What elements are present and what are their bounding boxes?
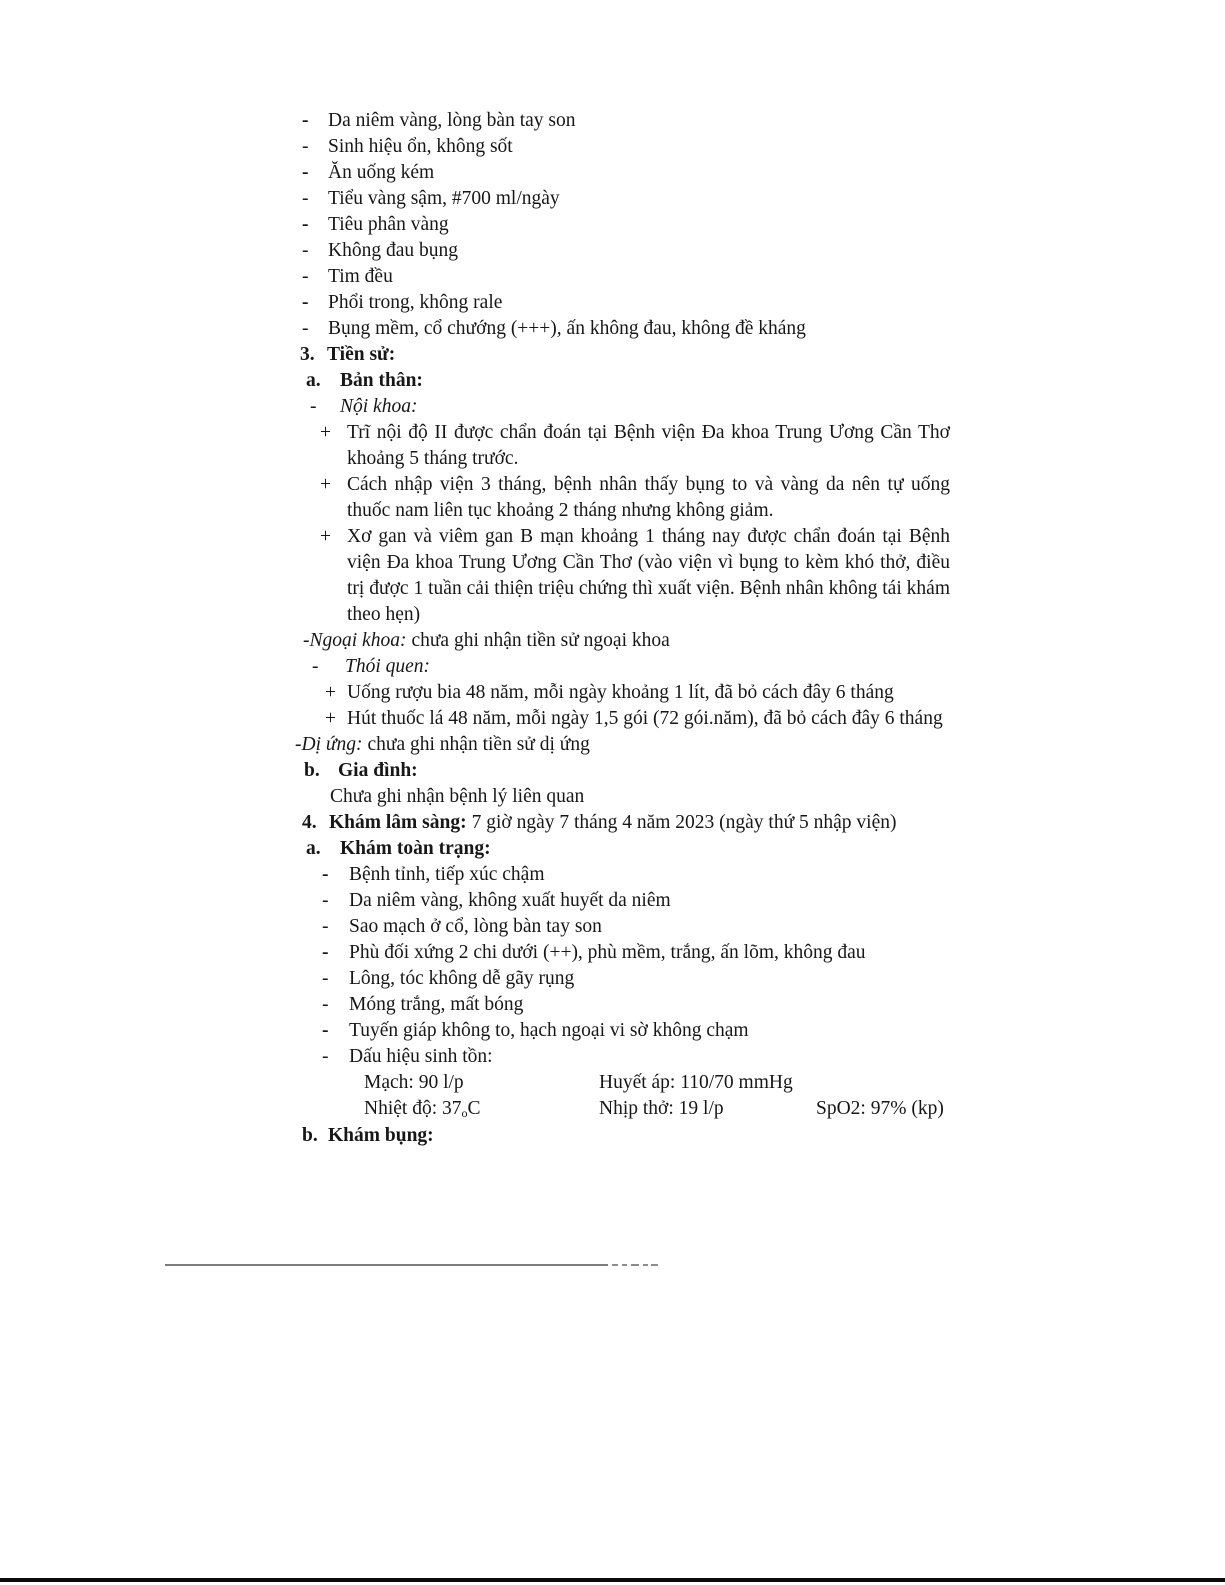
section-3a-heading	[306, 368, 1225, 394]
history-paragraph	[320, 524, 950, 628]
list-item	[302, 290, 1225, 316]
exam-finding	[322, 992, 1225, 1018]
exam-finding	[322, 966, 1225, 992]
bullet-dash: -	[322, 994, 329, 1015]
history-paragraph	[320, 420, 950, 472]
list-item-text: Tiêu phân vàng	[328, 214, 449, 235]
bottom-edge-bar	[0, 1578, 1225, 1582]
list-item	[302, 186, 1225, 212]
section-3b-heading	[304, 758, 1225, 784]
section-title-rest: 7 giờ ngày 7 tháng 4 năm 2023 (ngày thứ 5 nhập viện)	[471, 812, 897, 833]
footnote-separator-line	[165, 1264, 665, 1266]
section-4-heading	[302, 810, 1225, 836]
list-item	[302, 134, 1225, 160]
temperature-post: C	[467, 1098, 481, 1119]
finding-text: Da niêm vàng, không xuất huyết da niêm	[349, 890, 671, 911]
paragraph-line: theo hẹn)	[347, 604, 421, 625]
exam-finding	[322, 914, 1225, 940]
habit-item	[325, 680, 1225, 706]
exam-finding	[322, 888, 1225, 914]
section-title: Khám lâm sàng:	[329, 812, 467, 833]
exam-finding	[322, 940, 1225, 966]
subheading-label: Nội khoa:	[340, 396, 418, 417]
paragraph-line: trị được 1 tuần cải thiện triệu chứng thì xuất viện. Bệnh nhân không tái khám	[347, 578, 950, 599]
section-letter: a.	[306, 838, 321, 859]
vitals-row-2	[364, 1096, 1225, 1123]
bullet-dash: -	[322, 1046, 329, 1067]
section-3-heading	[300, 342, 1225, 368]
spo2-value: SpO2: 97% (kp)	[816, 1098, 944, 1119]
plus-marker: +	[320, 474, 331, 495]
section-letter: b.	[302, 1125, 318, 1146]
temperature-pre: Nhiệt độ: 37	[364, 1098, 462, 1119]
habit-item	[325, 706, 1225, 732]
plus-marker: +	[320, 526, 331, 547]
subheading-label: Dị ứng:	[301, 734, 363, 755]
bullet-dash: -	[310, 396, 317, 417]
bullet-dash: -	[312, 656, 319, 677]
list-item-text: Không đau bụng	[328, 240, 458, 261]
paragraph-line: khoảng 5 tháng trước.	[347, 448, 519, 469]
plus-marker: +	[325, 708, 336, 729]
list-item-text: Da niêm vàng, lòng bàn tay son	[328, 110, 576, 131]
section-number: 4.	[302, 812, 317, 833]
section-title: Tiền sử:	[327, 344, 396, 365]
separator-dash	[612, 1264, 618, 1266]
list-item	[302, 316, 1225, 342]
bullet-dash: -	[302, 318, 309, 339]
finding-text: Sao mạch ở cổ, lòng bàn tay son	[349, 916, 602, 937]
separator-dash	[631, 1264, 639, 1266]
vitals-row-1	[364, 1070, 1225, 1096]
habit-text: Uống rượu bia 48 năm, mỗi ngày khoảng 1 lít, đã bỏ cách đây 6 tháng	[347, 682, 894, 703]
section-title: Khám toàn trạng:	[340, 838, 491, 859]
paragraph-line: viện Đa khoa Trung Ương Cần Thơ (vào viện vì bụng to kèm khó thở, điều	[347, 552, 950, 573]
degree-sub: o	[461, 1106, 468, 1120]
paragraph-line: Cách nhập viện 3 tháng, bệnh nhân thấy bụng to và vàng da nên tự uống	[347, 474, 950, 495]
finding-text: Phù đối xứng 2 chi dưới (++), phù mềm, trắng, ấn lõm, không đau	[349, 942, 866, 963]
list-item-text: Tim đều	[328, 266, 393, 287]
list-item	[302, 108, 1225, 134]
section-4b-heading	[302, 1123, 1225, 1149]
exam-finding	[322, 1044, 1225, 1070]
list-item-text: Tiểu vàng sậm, #700 ml/ngày	[328, 188, 560, 209]
subheading-text: chưa ghi nhận tiền sử dị ứng	[367, 734, 590, 755]
paragraph-line: Trĩ nội độ II được chẩn đoán tại Bệnh viện Đa khoa Trung Ương Cần Thơ	[347, 422, 950, 443]
bullet-dash: -	[302, 240, 309, 261]
bullet-dash: -	[322, 916, 329, 937]
separator-dash	[643, 1264, 648, 1266]
bullet-dash: -	[302, 162, 309, 183]
section-letter: a.	[306, 370, 321, 391]
bullet-dash: -	[322, 968, 329, 989]
dash-prefix: -	[303, 630, 310, 651]
separator-solid-segment	[165, 1264, 608, 1266]
section-title: Khám bụng:	[328, 1125, 434, 1146]
bullet-dash: -	[302, 188, 309, 209]
plus-marker: +	[325, 682, 336, 703]
exam-finding	[322, 1018, 1225, 1044]
bullet-dash: -	[322, 890, 329, 911]
dash-prefix: -	[295, 734, 302, 755]
bullet-dash: -	[322, 942, 329, 963]
bullet-dash: -	[302, 214, 309, 235]
section-title: Bản thân:	[340, 370, 423, 391]
ngoaikhoa-line	[303, 628, 1225, 654]
list-item	[302, 160, 1225, 186]
list-item-text: Bụng mềm, cổ chướng (+++), ấn không đau, không đề kháng	[328, 318, 806, 339]
bullet-dash: -	[302, 136, 309, 157]
separator-dash	[622, 1264, 627, 1266]
pulse-value: Mạch: 90 l/p	[364, 1072, 464, 1093]
subheading-label: Ngoại khoa:	[309, 630, 407, 651]
section-number: 3.	[300, 344, 315, 365]
family-history-text: Chưa ghi nhận bệnh lý liên quan	[330, 786, 585, 807]
section-title: Gia đình:	[338, 760, 418, 781]
list-item-text: Ăn uống kém	[328, 162, 435, 183]
bullet-dash: -	[322, 1020, 329, 1041]
bullet-dash: -	[302, 292, 309, 313]
document-body	[0, 108, 1225, 1149]
list-item	[302, 238, 1225, 264]
section-letter: b.	[304, 760, 320, 781]
finding-text: Dấu hiệu sinh tồn:	[349, 1046, 493, 1067]
habit-text: Hút thuốc lá 48 năm, mỗi ngày 1,5 gói (72 gói.năm), đã bỏ cách đây 6 tháng	[347, 708, 943, 729]
subheading-label: Thói quen:	[345, 656, 431, 677]
finding-text: Móng trắng, mất bóng	[349, 994, 524, 1015]
respiratory-rate-value: Nhịp thở: 19 l/p	[599, 1098, 724, 1119]
temperature-value	[364, 1096, 599, 1123]
noikhoa-heading	[310, 394, 1225, 420]
section-4a-heading	[306, 836, 1225, 862]
subheading-text: chưa ghi nhận tiền sử ngoại khoa	[411, 630, 670, 651]
thoiquen-heading	[312, 654, 1225, 680]
bullet-dash: -	[322, 864, 329, 885]
list-item-text: Sinh hiệu ổn, không sốt	[328, 136, 513, 157]
plus-marker: +	[320, 422, 331, 443]
paragraph-line: thuốc nam liên tục khoảng 2 tháng nhưng không giảm.	[347, 500, 774, 521]
list-item	[302, 264, 1225, 290]
paragraph-line: Xơ gan và viêm gan B mạn khoảng 1 tháng nay được chẩn đoán tại Bệnh	[347, 526, 950, 547]
finding-text: Tuyến giáp không to, hạch ngoại vi sờ không chạm	[349, 1020, 749, 1041]
list-item-text: Phổi trong, không rale	[328, 292, 503, 313]
bullet-dash: -	[302, 266, 309, 287]
bullet-dash: -	[302, 110, 309, 131]
list-item	[302, 212, 1225, 238]
separator-dash	[651, 1264, 658, 1266]
exam-finding	[322, 862, 1225, 888]
diung-line	[295, 732, 1225, 758]
finding-text: Bệnh tỉnh, tiếp xúc chậm	[349, 864, 545, 885]
history-paragraph	[320, 472, 950, 524]
finding-text: Lông, tóc không dễ gãy rụng	[349, 968, 575, 989]
bp-value: Huyết áp: 110/70 mmHg	[599, 1072, 793, 1093]
